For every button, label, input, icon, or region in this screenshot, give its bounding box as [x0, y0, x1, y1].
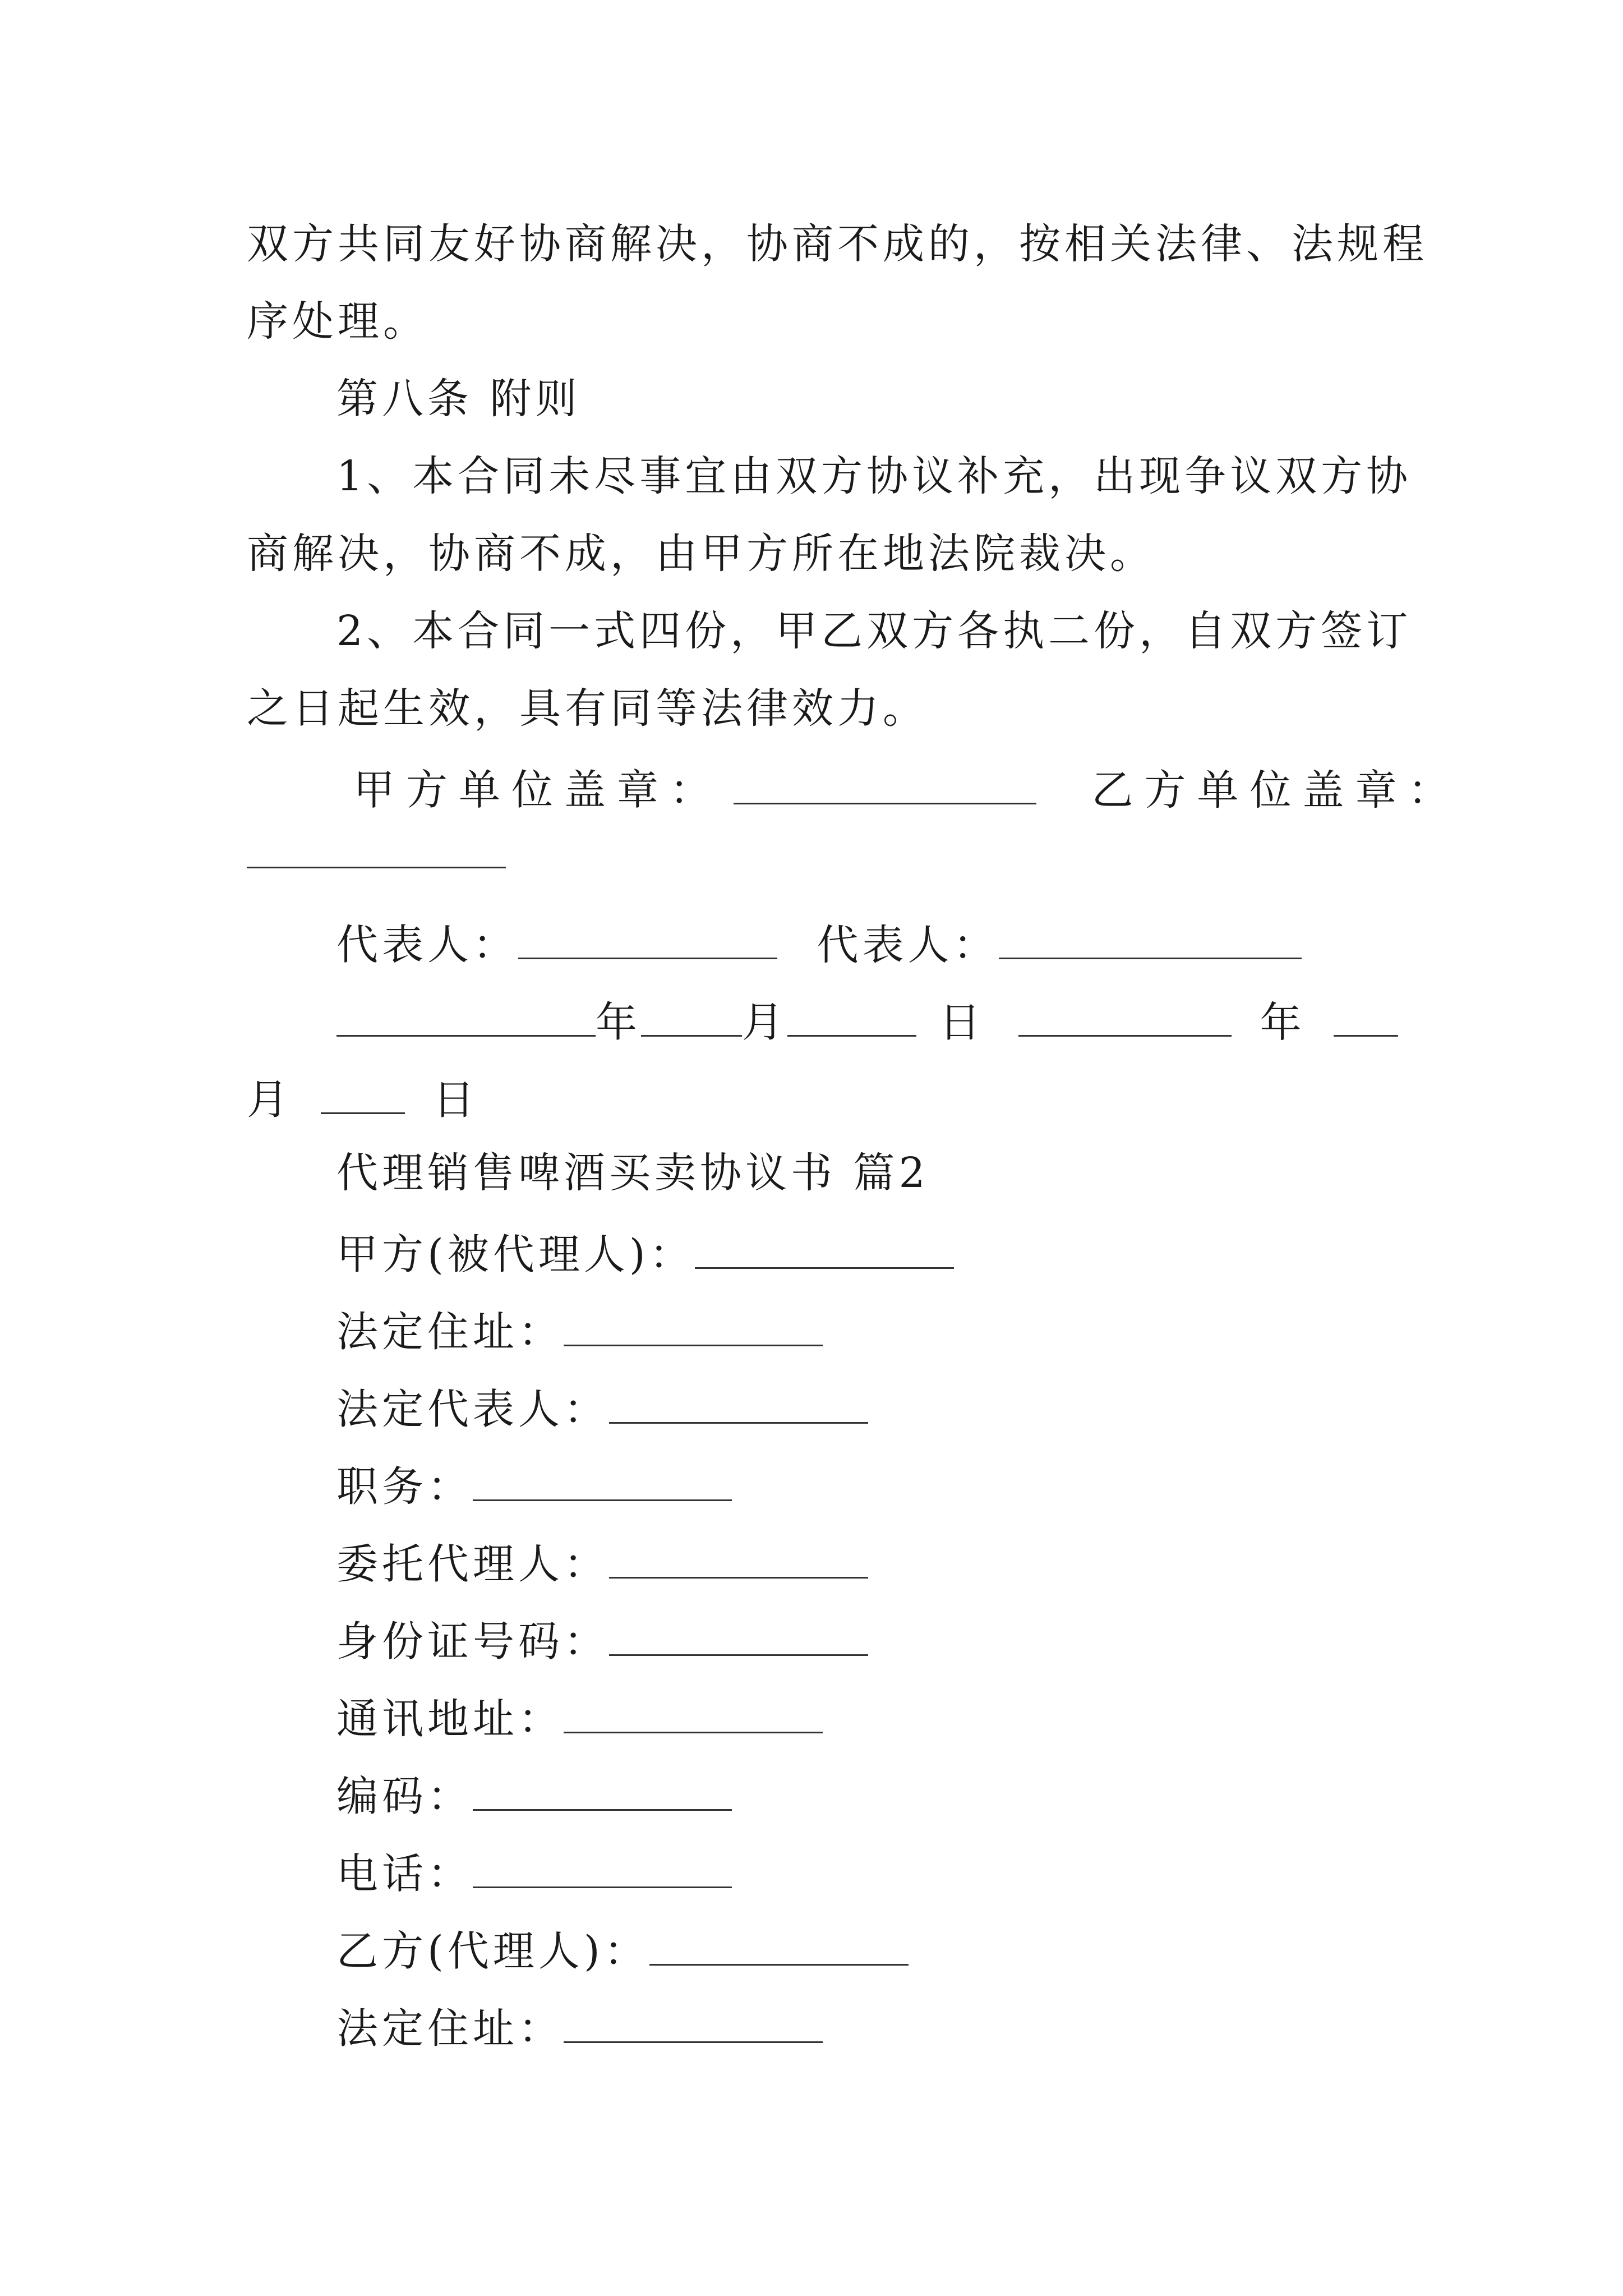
date-b-year-blank	[1018, 997, 1232, 1037]
field-label: 法定住址：	[336, 2004, 564, 2053]
field-blank	[473, 1462, 732, 1501]
article8-clause2-line2: 之日起生效，具有同等法律效力。	[247, 684, 928, 733]
field-label: 委托代理人：	[336, 1540, 609, 1589]
date-row	[336, 997, 1398, 1047]
field-blank	[564, 2004, 823, 2043]
field-blank	[473, 1772, 732, 1811]
article8-clause1-line2: 商解决，协商不成，由甲方所在地法院裁决。	[247, 530, 1155, 578]
party-b-seal-blank	[247, 829, 506, 868]
field-blank	[649, 1926, 909, 1966]
date-a-year-blank	[336, 997, 596, 1037]
date-b-month-blank-start	[1334, 997, 1398, 1037]
field-blank	[609, 1539, 868, 1579]
field-blank	[609, 1384, 868, 1424]
field-row	[336, 1230, 954, 1279]
article8-clause1-line1: 1、本合同未尽事宜由双方协议补充，出现争议双方协	[336, 452, 1412, 500]
field-label: 电话：	[336, 1849, 473, 1898]
date-b-month: 月	[247, 1075, 292, 1124]
field-blank	[695, 1230, 954, 1269]
party-a-seal-blank	[734, 765, 1036, 804]
field-label: 甲方(被代理人)：	[336, 1230, 695, 1279]
date-a-day: 日	[939, 998, 985, 1047]
field-row	[336, 1462, 732, 1511]
field-label: 法定住址：	[336, 1308, 564, 1356]
party-b-seal-label: 乙方单位盖章：	[1091, 766, 1461, 815]
field-row	[336, 2004, 823, 2053]
field-row	[336, 1926, 909, 1976]
field-blank	[564, 1694, 823, 1733]
party-b-seal-blank-row	[247, 829, 506, 875]
field-row	[336, 1384, 868, 1434]
article7-tail-line2: 序处理。	[247, 297, 428, 346]
date-a-year: 年	[596, 998, 641, 1047]
article7-tail-line1: 双方共同友好协商解决，协商不成的，按相关法律、法规程	[247, 220, 1428, 268]
representative-b-label: 代表人：	[817, 921, 999, 969]
field-row	[336, 1617, 868, 1666]
field-row	[336, 1772, 732, 1821]
date-b-year: 年	[1260, 998, 1306, 1047]
representatives-row	[336, 920, 1302, 969]
field-label: 编码：	[336, 1772, 473, 1821]
seal-row	[353, 765, 1461, 815]
date-a-month-blank	[641, 997, 742, 1037]
field-label: 身份证号码：	[336, 1617, 609, 1666]
field-row	[336, 1539, 868, 1589]
article8-heading: 第八条 附则	[336, 375, 581, 423]
field-label: 法定代表人：	[336, 1385, 609, 1434]
date-b-day-blank	[321, 1075, 405, 1114]
representative-b-blank	[999, 920, 1302, 959]
date-b-day: 日	[433, 1075, 479, 1124]
field-label: 乙方(代理人)：	[336, 1927, 649, 1976]
field-row	[336, 1849, 732, 1898]
date-row-continued	[247, 1075, 479, 1124]
field-blank	[473, 1849, 732, 1888]
field-blank	[609, 1617, 868, 1656]
representative-a-label: 代表人：	[336, 921, 518, 969]
field-blank	[564, 1307, 823, 1346]
date-a-day-blank	[787, 997, 916, 1037]
field-label: 通讯地址：	[336, 1695, 564, 1743]
agreement2-title: 代理销售啤酒买卖协议书 篇2	[336, 1149, 929, 1197]
field-row	[336, 1307, 823, 1356]
party-a-seal-label: 甲方单位盖章：	[353, 766, 722, 815]
article8-clause2-line1: 2、本合同一式四份，甲乙双方各执二份，自双方签订	[336, 607, 1412, 655]
representative-a-blank	[518, 920, 777, 959]
field-label: 职务：	[336, 1462, 473, 1511]
field-row	[336, 1694, 823, 1743]
date-a-month: 月	[742, 998, 787, 1047]
